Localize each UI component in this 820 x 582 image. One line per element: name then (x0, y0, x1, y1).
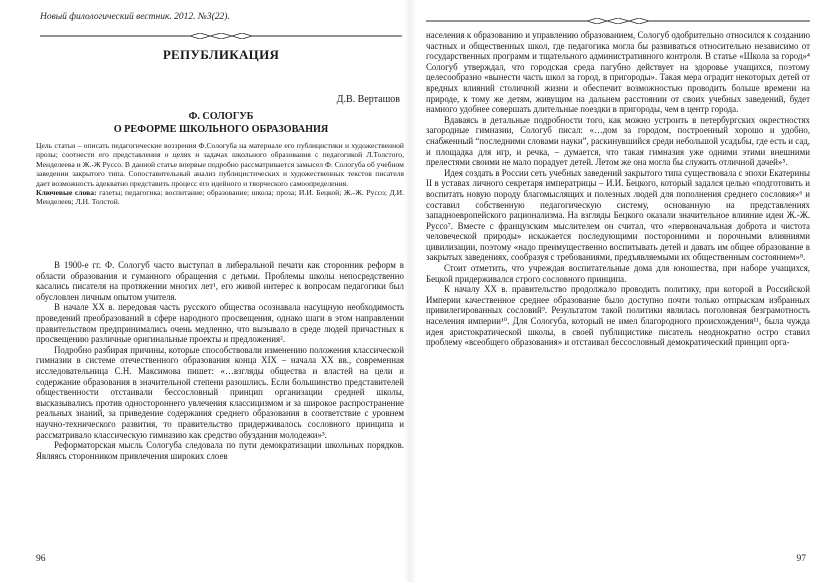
paragraph: населения к образованию и управлению образованием, Сологуб одобрительно относился к созданию частных и общественных школ, где педагогика могла бы развиваться относительно независимо от государственных программ и тщательного административного контроля. В статье «Школа за город»⁴ Сологуб утверждал, что городская среда пагубно действует на здоровье учащихся, поэтому целесообразно «вынести часть школ за город, в пригороды». Такая мера оградит некоторых детей от вредных влияний столичной жизни и обеспечит возможностью проводить больше времени на природе, к тому же детям, живущим на дальнем расстоянии от своих учебных заведений, будет намного удобнее совершать длительные поездки в пригороды, чем в центр города. (426, 30, 810, 115)
running-head: Новый филологический вестник. 2012. №3(22). (40, 12, 230, 22)
ornament-divider (426, 18, 810, 24)
paragraph: Вдаваясь в детальные подробности того, как можно устроить в петербургских окрестностях загородные гимназии, Сологуб писал: «…дом за городом, построенный хорошо и удобно, снабженный “последними словами науки”, раскинувшийся среди небольшой усадьбы, где есть и сад, и площадка для игр, и речка, – думается, что такая гимназия уже одними этими внешними прелестями своими не мало порадует детей. Летом же она могла бы служить отличной дачей»⁵. (426, 114, 810, 168)
keywords-label: Ключевые слова: (36, 188, 97, 198)
article-title-line2: О РЕФОРМЕ ШКОЛЬНОГО ОБРАЗОВАНИЯ (113, 124, 329, 135)
paragraph: Идея создать в России сеть учебных заведений закрытого типа существовала с эпохи Екатерины II в уставах личного секретаря императрицы – И.И. Бецкого, который задался целью «подготовить и воспитать новую породу благомыслящих и полезных людей для пополнения среднего сословия»⁶ и составил собственную педагогическую систему, основанную на представлениях западноевропейского рационализма. На взгляды Бецкого оказали значительное влияние идеи Ж.-Ж. Руссо⁷. Вместе с французским мыслителем он считал, что «первоначальная доброта и чистота человеческой природы» искажается последующими посторонними и порочными влияниями цивилизации, поэтому «надо преимущественно воспитывать детей и давать им общее образование в закрытых заведениях, сообразуя с требованиями, предъявляемыми их общественным состоянием»⁸. (426, 167, 810, 263)
keywords (36, 188, 404, 207)
paragraph: В 1900-е гг. Ф. Сологуб часто выступал в либеральной печати как сторонник реформ в области образования и гуманного обращения с детьми. Проблемы школы непосредственно касались писателя на протяжении многих лет¹, его живой интерес к вопросам педагогики был обусловлен личным опытом учителя. (36, 260, 404, 302)
paragraph: Стоит отметить, что учреждая воспитательные дома для юношества, при наборе учащихся, Бецкой придерживался строго сословного принципа. (426, 263, 810, 284)
article-body-left (36, 260, 404, 461)
article-title-line1: Ф. СОЛОГУБ (188, 111, 254, 122)
keywords-list: газеты; педагогика; воспитание; образование; школа; проза; И.И. Бецкой; Ж.-Ж. Руссо; Д.И. Менделеев; Л.Н. Толстой. (36, 188, 404, 207)
right-page (410, 0, 820, 582)
section-title: РЕПУБЛИКАЦИЯ (162, 47, 280, 62)
paragraph: К началу XX в. правительство продолжало проводить политику, при которой в Российской Империи качественное среднее образование было доступно почти только отпрыскам избранных привилегированных сословий⁹. Результатом такой политики являлась поголовная безграмотность населения империи¹⁰. Для Сологуба, который не имел благородного происхождения¹¹, была чужда идея аристократической школы, в своей публицистике писатель неоднократно остро ставил проблему «всеобщего образования» и отстаивал бессословный демократический принцип орга- (426, 284, 810, 348)
page-number: 96 (36, 554, 46, 564)
page-number: 97 (796, 554, 806, 564)
article-body-right (426, 30, 810, 348)
paragraph: Реформаторская мысль Сологуба следовала по пути демократизации школьных порядков. Являясь сторонником привлечения широких слоев (36, 440, 404, 461)
paragraph: Подробно разбирая причины, которые способствовали изменению положения классической гимназии в системе отечественного образования конца XIX – начала XX вв., современная исследовательница С.Н. Максимова пишет: «…взгляды общества и властей на цели и содержание образования в значительной степени разошлись. Если большинство представителей общественности отстаивали бессословный принцип организации средней школы, высказывались против одностороннего увлечения классицизмом и за широкое распространение реальных знаний, за приведение содержания среднего образования в соответствие с уровнем научно-технического развития, то правительство придерживалось сословного принципа и рассматривало классическую гимназию как средство обуздания молодежи»³. (36, 344, 404, 440)
author-name: Д.В. Верташов (336, 94, 400, 105)
paragraph: В начале XX в. передовая часть русского общества осознавала насущную необходимость проведений преобразований в сфере народного просвещения, однако шаги в этом направлении правительством предпринимались очень медленно, что вызывало в среде людей причастных к просвещению различные оригинальные проекты и предложения². (36, 302, 404, 345)
abstract-text: Цель статьи – описать педагогические воззрения Ф.Сологуба на материале его публицистики и художественной прозы; соотнести его представления о целях и задачах школьного образования с педагогикой Л.Толстого, Менделеева и Ж.-Ж Руссо. В данной статье впервые подробно рассматривается замысел Ф. Сологуба об учебном заведении закрытого типа. Сопоставительный анализ публицистических и художественных текстов писателя дает возможность адекватно представить процесс его идейного и творческого самоопределения. (36, 141, 404, 188)
ornament-divider (40, 33, 402, 39)
abstract (36, 141, 404, 207)
article-title (40, 110, 402, 136)
